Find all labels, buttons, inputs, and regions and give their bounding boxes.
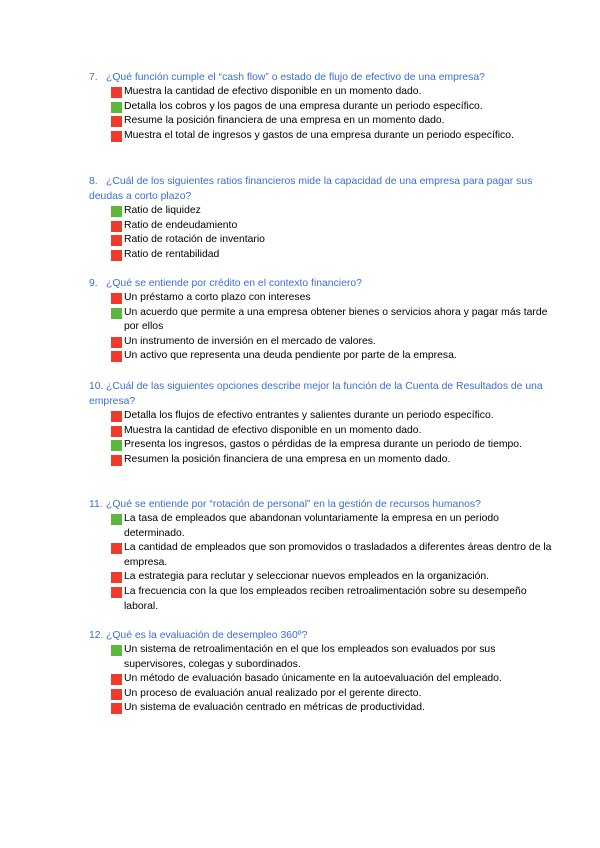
option-text: Ratio de rentabilidad: [124, 248, 220, 260]
option: [89, 204, 559, 219]
wrong-marker-icon: [111, 351, 122, 362]
option-text: Un activo que representa una deuda pendiente por parte de la empresa.: [124, 350, 457, 362]
option: [89, 570, 559, 585]
correct-marker-icon: [111, 308, 122, 319]
option: [89, 129, 559, 144]
correct-marker-icon: [111, 645, 122, 656]
option: [89, 306, 559, 335]
question-title: [89, 276, 559, 291]
question-9: [89, 276, 559, 364]
option: [89, 85, 559, 100]
question-text: ¿Cuál de los siguientes ratios financieros mide la capacidad de una empresa para pagar sus deudas a corto plazo?: [89, 176, 533, 202]
option-text: Un proceso de evaluación anual realizado por el gerente directo.: [124, 687, 422, 699]
question-title: [89, 70, 559, 85]
question-number: 7.: [89, 72, 98, 83]
question-number: 8.: [89, 176, 98, 187]
option: [89, 701, 559, 716]
correct-marker-icon: [111, 440, 122, 451]
option-text: Muestra el total de ingresos y gastos de una empresa durante un periodo específico.: [124, 129, 514, 141]
option-text: Muestra la cantidad de efectivo disponible en un momento dado.: [124, 424, 422, 436]
option: [89, 233, 559, 248]
question-number: 11.: [89, 499, 103, 510]
option-text: Presenta los ingresos, gastos o pérdidas de la empresa durante un periodo de tiempo.: [124, 439, 522, 451]
option-text: Un método de evaluación basado únicamente en la autoevaluación del empleado.: [124, 673, 502, 685]
question-title: [89, 379, 559, 409]
option: [89, 643, 559, 672]
option: [89, 100, 559, 115]
question-text: ¿Qué función cumple el “cash flow” o estado de flujo de efectivo de una empresa?: [106, 72, 485, 83]
option: [89, 335, 559, 350]
question-10: [89, 379, 559, 467]
wrong-marker-icon: [111, 250, 122, 261]
wrong-marker-icon: [111, 411, 122, 422]
option-text: Un sistema de retroalimentación en el que los empleados son evaluados por sus supervisores, colegas y subordinados.: [124, 644, 496, 670]
question-title: [89, 628, 559, 643]
option: [89, 349, 559, 364]
question-text: ¿Qué se entiende por “rotación de personal” en la gestión de recursos humanos?: [106, 499, 481, 510]
option: [89, 438, 559, 453]
option: [89, 248, 559, 263]
wrong-marker-icon: [111, 116, 122, 127]
correct-marker-icon: [111, 206, 122, 217]
option: [89, 219, 559, 234]
wrong-marker-icon: [111, 293, 122, 304]
wrong-marker-icon: [111, 703, 122, 714]
option: [89, 687, 559, 702]
question-title: [89, 497, 559, 512]
option: [89, 291, 559, 306]
option: [89, 585, 559, 614]
option: [89, 512, 559, 541]
question-number: 10.: [89, 381, 104, 392]
question-12: [89, 628, 559, 716]
wrong-marker-icon: [111, 426, 122, 437]
question-7: [89, 70, 559, 143]
option: [89, 114, 559, 129]
option-text: La tasa de empleados que abandonan voluntariamente la empresa en un periodo determinado.: [124, 513, 499, 539]
option-text: Ratio de rotación de inventario: [124, 234, 265, 246]
question-8: [89, 174, 559, 262]
wrong-marker-icon: [111, 674, 122, 685]
option: [89, 424, 559, 439]
option-text: Detalla los cobros y los pagos de una empresa durante un periodo específico.: [124, 100, 483, 112]
question-title: [89, 174, 559, 204]
wrong-marker-icon: [111, 87, 122, 98]
option-text: Ratio de endeudamiento: [124, 219, 238, 231]
wrong-marker-icon: [111, 455, 122, 466]
wrong-marker-icon: [111, 131, 122, 142]
option-text: Detalla los flujos de efectivo entrantes y salientes durante un periodo específico.: [124, 410, 494, 421]
question-text: ¿Qué se entiende por crédito en el contexto financiero?: [106, 278, 362, 289]
question-number: 9.: [89, 278, 98, 289]
option-text: Un sistema de evaluación centrado en métricas de productividad.: [124, 702, 425, 714]
option-text: Un instrumento de inversión en el mercado de valores.: [124, 335, 376, 347]
option-text: Muestra la cantidad de efectivo disponible en un momento dado.: [124, 86, 422, 97]
correct-marker-icon: [111, 514, 122, 525]
option-text: Resume la posición financiera de una empresa en un momento dado.: [124, 115, 445, 127]
wrong-marker-icon: [111, 572, 122, 583]
wrong-marker-icon: [111, 221, 122, 232]
option: [89, 409, 559, 424]
option-text: Resumen la posición financiera de una empresa en un momento dado.: [124, 453, 451, 465]
question-text: ¿Qué es la evaluación de desempleo 360º?: [106, 630, 308, 641]
option-text: Un acuerdo que permite a una empresa obtener bienes o servicios ahora y pagar más tarde por ellos: [124, 306, 548, 333]
question-text: ¿Cuál de las siguientes opciones describe mejor la función de la Cuenta de Resultados de una empresa?: [89, 381, 543, 407]
question-number: 12.: [89, 630, 104, 641]
wrong-marker-icon: [111, 543, 122, 554]
wrong-marker-icon: [111, 337, 122, 348]
wrong-marker-icon: [111, 689, 122, 700]
option-text: La cantidad de empleados que son promovidos o trasladados a diferentes áreas dentro de la empresa.: [124, 542, 552, 568]
wrong-marker-icon: [111, 235, 122, 246]
correct-marker-icon: [111, 102, 122, 113]
option: [89, 453, 559, 468]
question-11: [89, 497, 559, 614]
option-text: Ratio de liquidez: [124, 205, 201, 216]
option: [89, 541, 559, 570]
wrong-marker-icon: [111, 587, 122, 598]
option: [89, 672, 559, 687]
option-text: La estrategia para reclutar y seleccionar nuevos empleados en la organización.: [124, 571, 490, 583]
option-text: Un préstamo a corto plazo con intereses: [124, 292, 311, 303]
option-text: La frecuencia con la que los empleados reciben retroalimentación sobre su desempeño laboral.: [124, 585, 527, 612]
